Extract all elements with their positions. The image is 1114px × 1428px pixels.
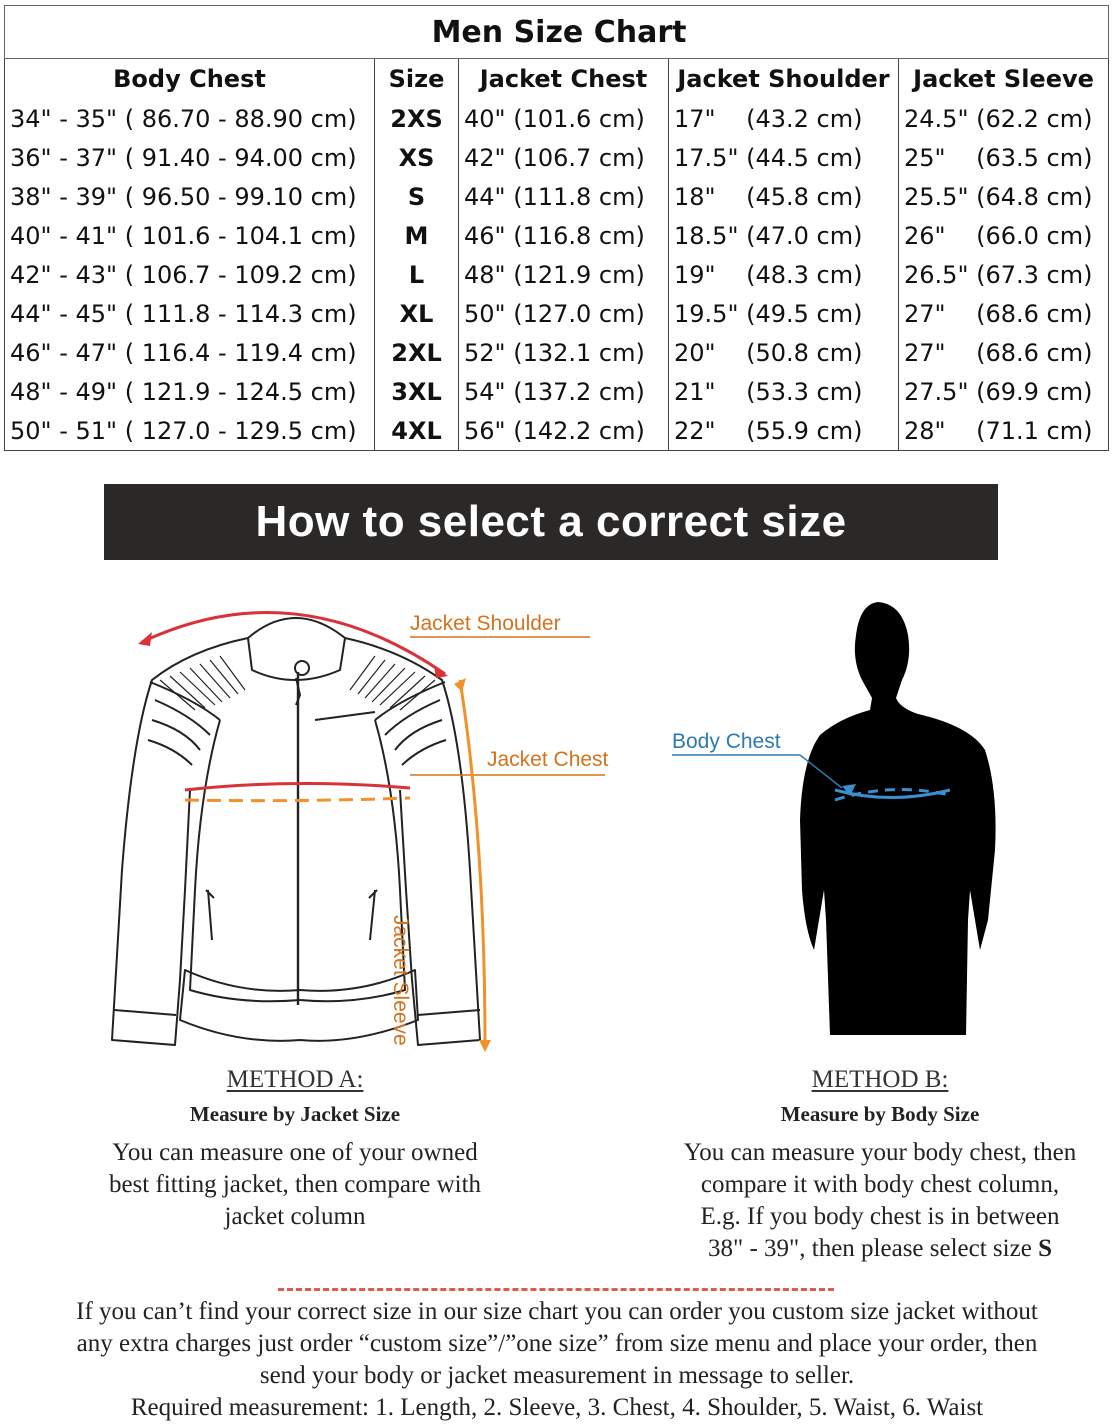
- method-b-size: S: [1038, 1235, 1052, 1262]
- how-to-select-banner: [104, 484, 998, 560]
- size-cell: L: [375, 255, 459, 294]
- jacket-diagram: [100, 590, 660, 1060]
- shoulder-arrow-left-icon: [138, 632, 152, 646]
- body-chest-cell: 34" - 35" ( 86.70 - 88.90 cm): [5, 99, 375, 138]
- jacket-sleeve-cell: 24.5" (62.2 cm): [899, 99, 1109, 138]
- body-silhouette: [650, 590, 1050, 1040]
- jacket-sleeve-cell: 25" (63.5 cm): [899, 138, 1109, 177]
- method-a-line: You can measure one of your owned: [112, 1139, 478, 1166]
- left-pocket: [206, 890, 214, 940]
- jacket-sleeve-label: Jacket Sleeve: [389, 915, 412, 1046]
- table-row: [5, 138, 1109, 177]
- column-header: Jacket Shoulder: [669, 59, 899, 100]
- jacket-sleeve-cell: 26.5" (67.3 cm): [899, 255, 1109, 294]
- jacket-shoulder-cell: 18.5" (47.0 cm): [669, 216, 899, 255]
- chest-pocket: [315, 712, 375, 720]
- method-a-line: jacket column: [224, 1203, 366, 1230]
- jacket-chest-cell: 54" (137.2 cm): [459, 372, 669, 411]
- jacket-shoulder-cell: 22" (55.9 cm): [669, 411, 899, 451]
- jacket-chest-cell: 40" (101.6 cm): [459, 99, 669, 138]
- jacket-shoulder-cell: 20" (50.8 cm): [669, 333, 899, 372]
- body-chest-cell: 42" - 43" ( 106.7 - 109.2 cm): [5, 255, 375, 294]
- jacket-chest-cell: 56" (142.2 cm): [459, 411, 669, 451]
- jacket-sleeve-cell: 26" (66.0 cm): [899, 216, 1109, 255]
- column-header: Body Chest: [5, 59, 375, 100]
- dashed-divider: [278, 1288, 834, 1291]
- method-b-line: compare it with body chest column,: [700, 1171, 1060, 1198]
- jacket-sleeve-cell: 28" (71.1 cm): [899, 411, 1109, 451]
- size-cell: 2XL: [375, 333, 459, 372]
- body-chest-label: Body Chest: [672, 730, 781, 753]
- size-cell: S: [375, 177, 459, 216]
- method-b-line: E.g. If you body chest is in between: [700, 1203, 1060, 1230]
- table-row: [5, 99, 1109, 138]
- footer-line: Required measurement: 1. Length, 2. Sleeve, 3. Chest, 4. Shoulder, 5. Waist, 6. Waist: [130, 1394, 984, 1421]
- body-chest-cell: 50" - 51" ( 127.0 - 129.5 cm): [5, 411, 375, 451]
- right-pocket: [369, 890, 377, 940]
- jacket-shoulder-cell: 18" (45.8 cm): [669, 177, 899, 216]
- body-chest-cell: 44" - 45" ( 111.8 - 114.3 cm): [5, 294, 375, 333]
- size-cell: XS: [375, 138, 459, 177]
- jacket-sleeve-cell: 27" (68.6 cm): [899, 294, 1109, 333]
- jacket-shoulder-cell: 17" (43.2 cm): [669, 99, 899, 138]
- shoulder-measure-line: [142, 613, 445, 674]
- table-row: [5, 294, 1109, 333]
- jacket-illustration: [100, 590, 660, 1060]
- column-header: Jacket Sleeve: [899, 59, 1109, 100]
- body-chest-cell: 46" - 47" ( 116.4 - 119.4 cm): [5, 333, 375, 372]
- table-row: [5, 333, 1109, 372]
- method-a-description: [60, 1137, 530, 1233]
- method-a: [60, 1066, 530, 1233]
- method-b: [650, 1066, 1110, 1265]
- method-a-title: METHOD A:: [226, 1066, 364, 1093]
- method-a-subtitle: Measure by Jacket Size: [189, 1102, 401, 1126]
- jacket-chest-cell: 50" (127.0 cm): [459, 294, 669, 333]
- table-row: [5, 372, 1109, 411]
- size-cell: 2XS: [375, 99, 459, 138]
- method-b-subtitle: Measure by Body Size: [780, 1102, 980, 1126]
- method-b-line-prefix: 38" - 39", then please select size: [708, 1235, 1039, 1262]
- method-b-title: METHOD B:: [811, 1066, 949, 1093]
- jacket-chest-cell: 48" (121.9 cm): [459, 255, 669, 294]
- size-cell: 3XL: [375, 372, 459, 411]
- jacket-shoulder-cell: 19.5" (49.5 cm): [669, 294, 899, 333]
- size-chart-table: [4, 5, 1109, 451]
- column-header: Size: [375, 59, 459, 100]
- body-diagram: [650, 590, 1050, 1040]
- jacket-chest-cell: 52" (132.1 cm): [459, 333, 669, 372]
- jacket-shoulder-cell: 17.5" (44.5 cm): [669, 138, 899, 177]
- body-chest-cell: 48" - 49" ( 121.9 - 124.5 cm): [5, 372, 375, 411]
- footer-line: send your body or jacket measurement in message to seller.: [259, 1362, 855, 1389]
- size-chart-header-row: [5, 59, 1109, 100]
- jacket-sleeve-cell: 27" (68.6 cm): [899, 333, 1109, 372]
- method-a-line: best fitting jacket, then compare with: [108, 1171, 482, 1198]
- banner-title: How to select a correct size: [255, 497, 847, 546]
- size-cell: XL: [375, 294, 459, 333]
- jacket-chest-label: Jacket Chest: [487, 748, 609, 771]
- jacket-chest-cell: 46" (116.8 cm): [459, 216, 669, 255]
- footer-line: If you can’t find your correct size in our size chart you can order you custom size jacket without: [76, 1298, 1038, 1325]
- method-b-description: [650, 1137, 1110, 1265]
- custom-size-note: [4, 1296, 1110, 1424]
- column-header: Jacket Chest: [459, 59, 669, 100]
- size-chart-title: Men Size Chart: [5, 6, 1109, 59]
- shoulder-arrow-right-icon: [434, 666, 448, 678]
- body-chest-cell: 38" - 39" ( 96.50 - 99.10 cm): [5, 177, 375, 216]
- jacket-chest-cell: 44" (111.8 cm): [459, 177, 669, 216]
- footer-line: any extra charges just order “custom size”/”one size” from size menu and place your order, then: [76, 1330, 1038, 1357]
- silhouette-shape: [800, 602, 996, 1035]
- body-chest-cell: 36" - 37" ( 91.40 - 94.00 cm): [5, 138, 375, 177]
- jacket-shoulder-cell: 19" (48.3 cm): [669, 255, 899, 294]
- body-chest-cell: 40" - 41" ( 101.6 - 104.1 cm): [5, 216, 375, 255]
- sleeve-arrow-bottom-icon: [479, 1040, 491, 1052]
- size-cell: M: [375, 216, 459, 255]
- jacket-sleeve-cell: 27.5" (69.9 cm): [899, 372, 1109, 411]
- sleeve-measure-line: [460, 680, 485, 1045]
- table-row: [5, 177, 1109, 216]
- jacket-shoulder-cell: 21" (53.3 cm): [669, 372, 899, 411]
- size-cell: 4XL: [375, 411, 459, 451]
- method-b-line: [650, 1233, 1110, 1265]
- table-row: [5, 216, 1109, 255]
- jacket-shoulder-label: Jacket Shoulder: [410, 612, 561, 635]
- jacket-chest-cell: 42" (106.7 cm): [459, 138, 669, 177]
- method-b-line: You can measure your body chest, then: [683, 1139, 1077, 1166]
- jacket-sleeve-cell: 25.5" (64.8 cm): [899, 177, 1109, 216]
- table-row: [5, 411, 1109, 451]
- table-row: [5, 255, 1109, 294]
